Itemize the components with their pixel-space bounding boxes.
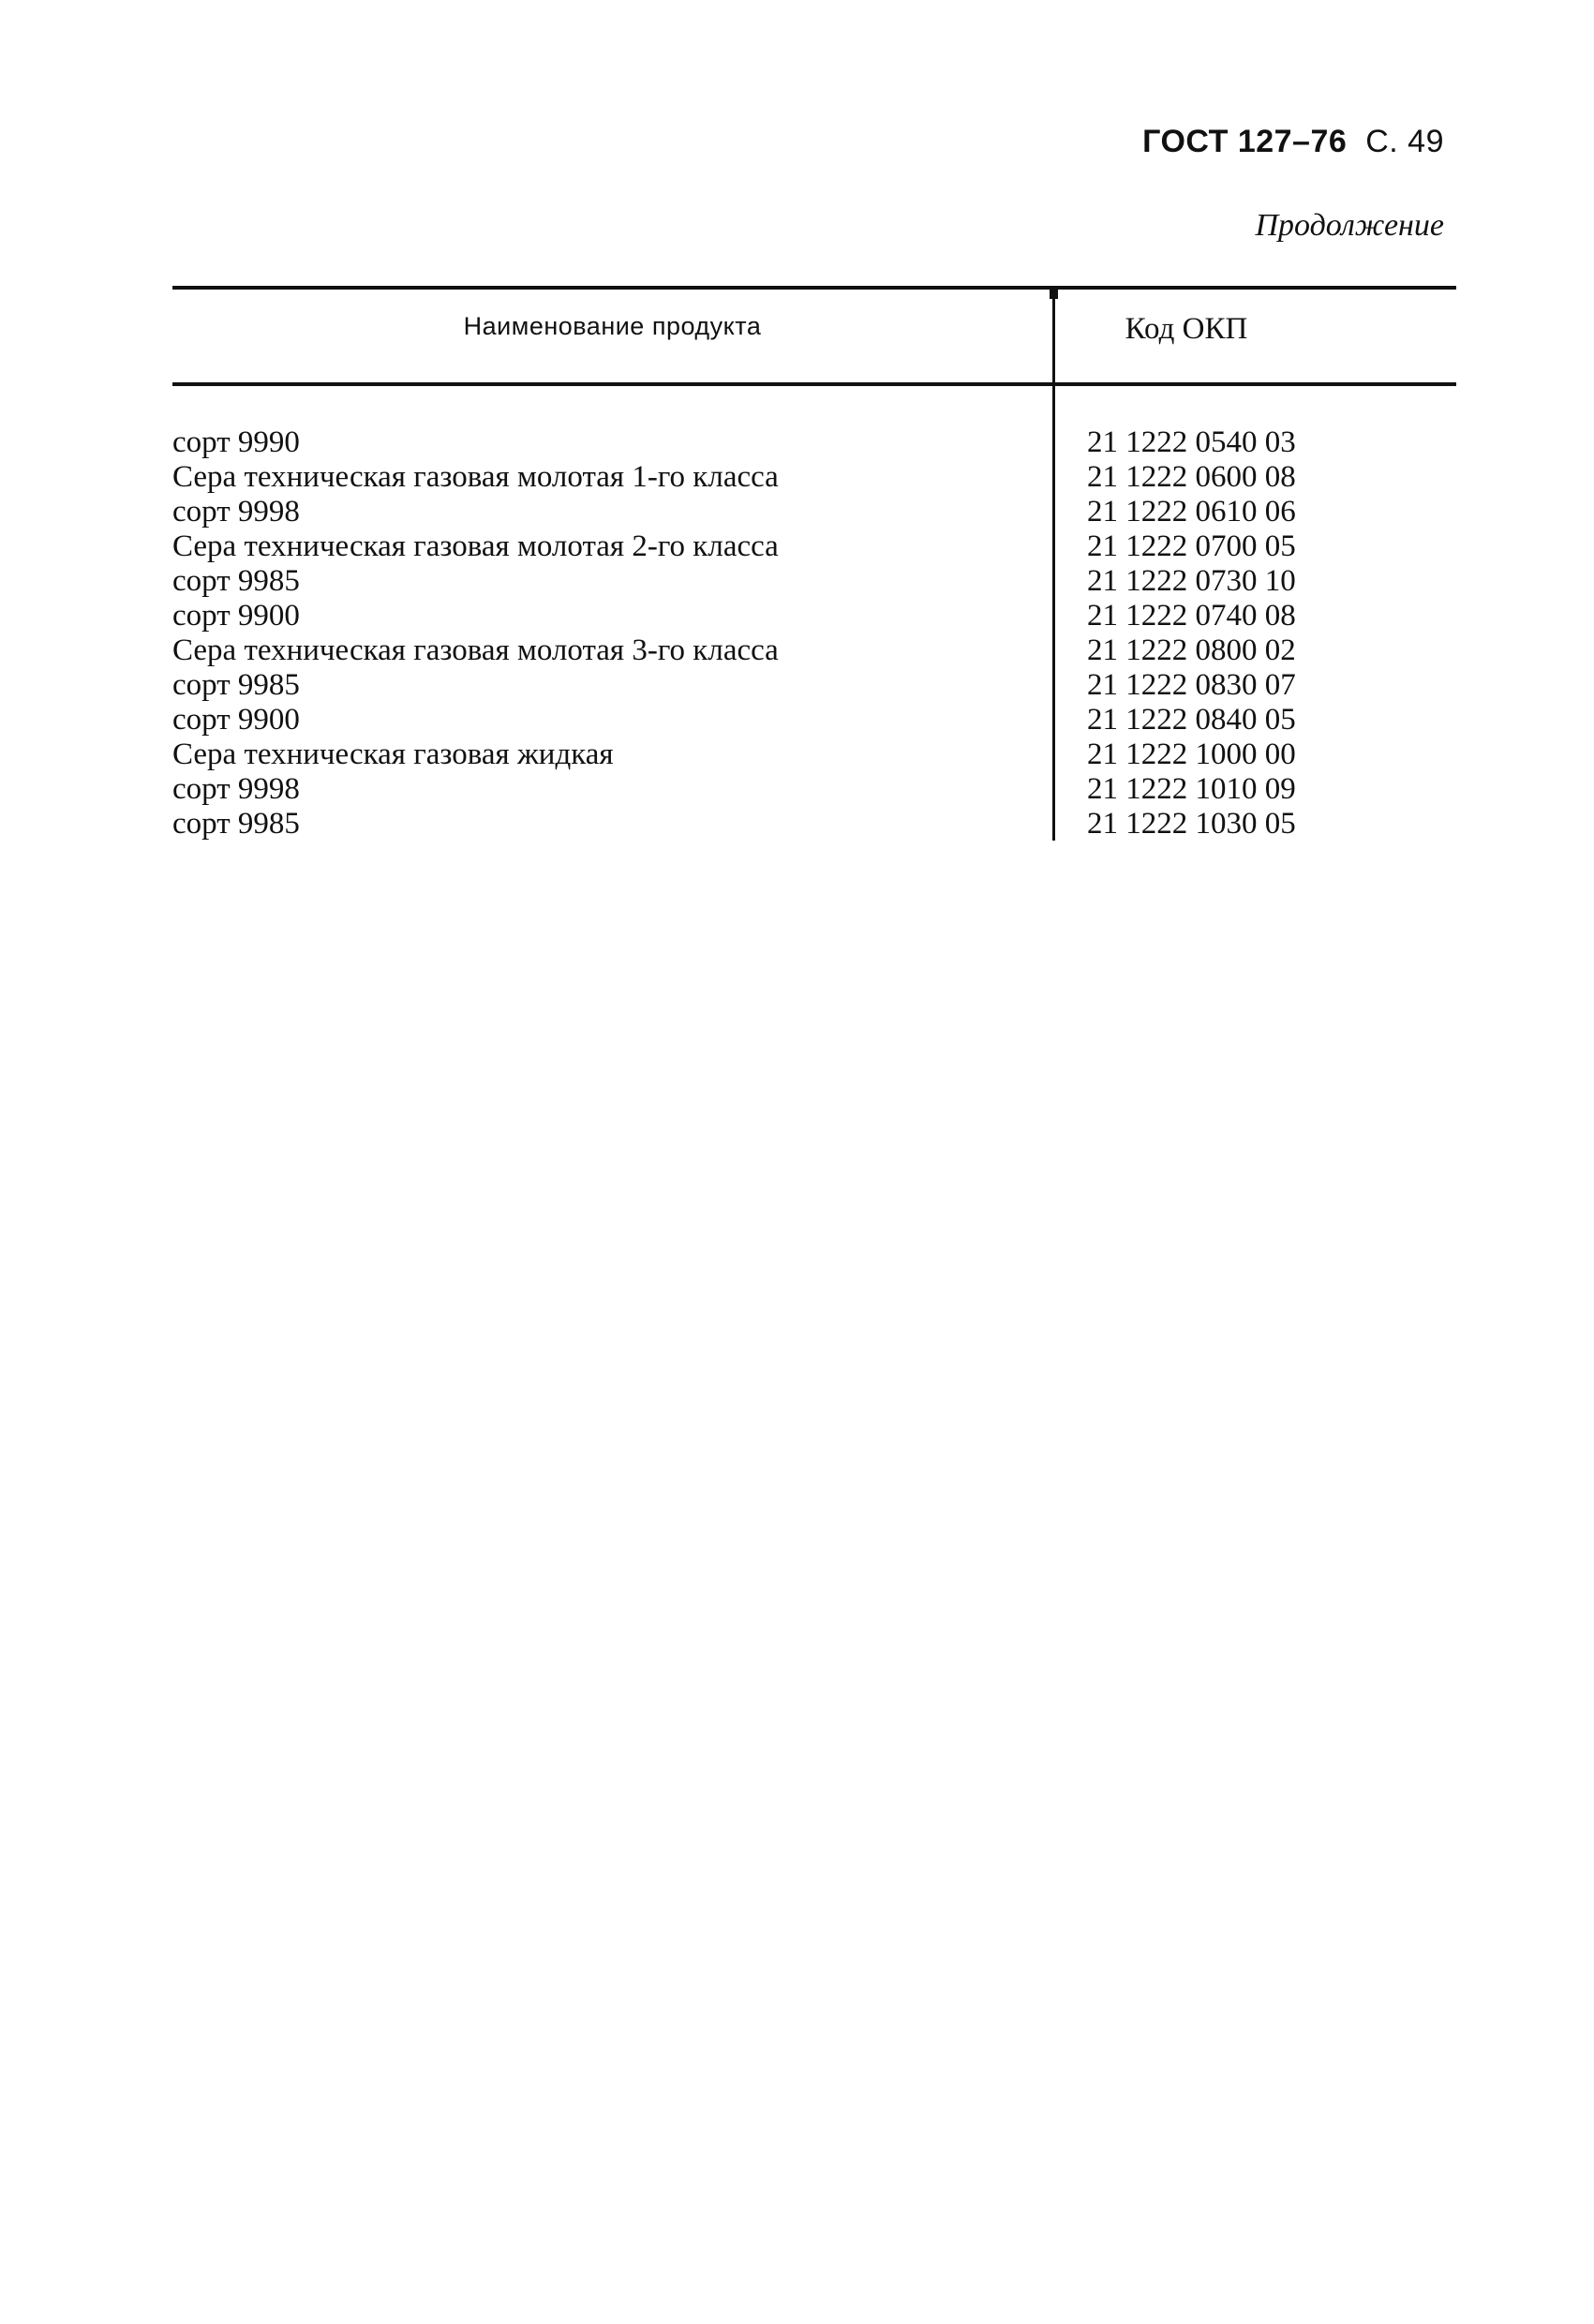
table-row [172,668,1456,703]
table-row [172,633,1456,668]
table-header-rule [172,382,1456,386]
product-name-cell: Сера техническая газовая молотая 1-го класса [172,460,779,494]
product-name-cell: сорт 9985 [172,564,300,598]
product-name-cell: сорт 9998 [172,772,300,806]
column-header-product-name: Наименование продукта [463,312,762,340]
product-name-cell: сорт 9985 [172,668,300,702]
product-code-table [172,286,1456,841]
okp-code-cell: 21 1222 0700 05 [1087,529,1296,563]
continuation-label: Продолжение [1255,208,1444,243]
okp-code-cell: 21 1222 0740 08 [1087,599,1296,633]
okp-code-cell: 21 1222 0540 03 [1087,425,1296,459]
okp-code-cell: 21 1222 0610 06 [1087,495,1296,529]
okp-code-cell: 21 1222 0830 07 [1087,668,1296,702]
table-row [172,737,1456,772]
table-row [172,807,1456,842]
product-name-cell: Сера техническая газовая жидкая [172,737,614,771]
okp-code-cell: 21 1222 0600 08 [1087,460,1296,494]
product-name-cell: сорт 9998 [172,495,300,529]
product-name-cell: сорт 9900 [172,703,300,737]
okp-code-cell: 21 1222 1010 09 [1087,772,1296,806]
okp-code-cell: 21 1222 1000 00 [1087,737,1296,771]
table-top-rule [172,286,1456,290]
column-header-okp-code: Код ОКП [1125,312,1248,346]
table-row [172,564,1456,599]
product-name-cell: Сера техническая газовая молотая 3-го класса [172,633,779,667]
page-header [1142,124,1444,160]
table-row [172,529,1456,564]
okp-code-cell: 21 1222 0800 02 [1087,633,1296,667]
product-name-cell: Сера техническая газовая молотая 2-го класса [172,529,779,563]
product-name-cell: сорт 9900 [172,599,300,633]
table-row [172,599,1456,633]
product-name-cell: сорт 9985 [172,807,300,841]
okp-code-cell: 21 1222 0730 10 [1087,564,1296,598]
page-number: С. 49 [1365,124,1444,159]
okp-code-cell: 21 1222 0840 05 [1087,703,1296,737]
table-row [172,495,1456,529]
product-name-cell: сорт 9990 [172,425,300,459]
table-row [172,425,1456,460]
okp-code-cell: 21 1222 1030 05 [1087,807,1296,841]
table-row [172,460,1456,495]
table-body [172,425,1456,842]
table-row [172,703,1456,737]
table-row [172,772,1456,807]
document-id: ГОСТ 127–76 [1142,124,1348,159]
